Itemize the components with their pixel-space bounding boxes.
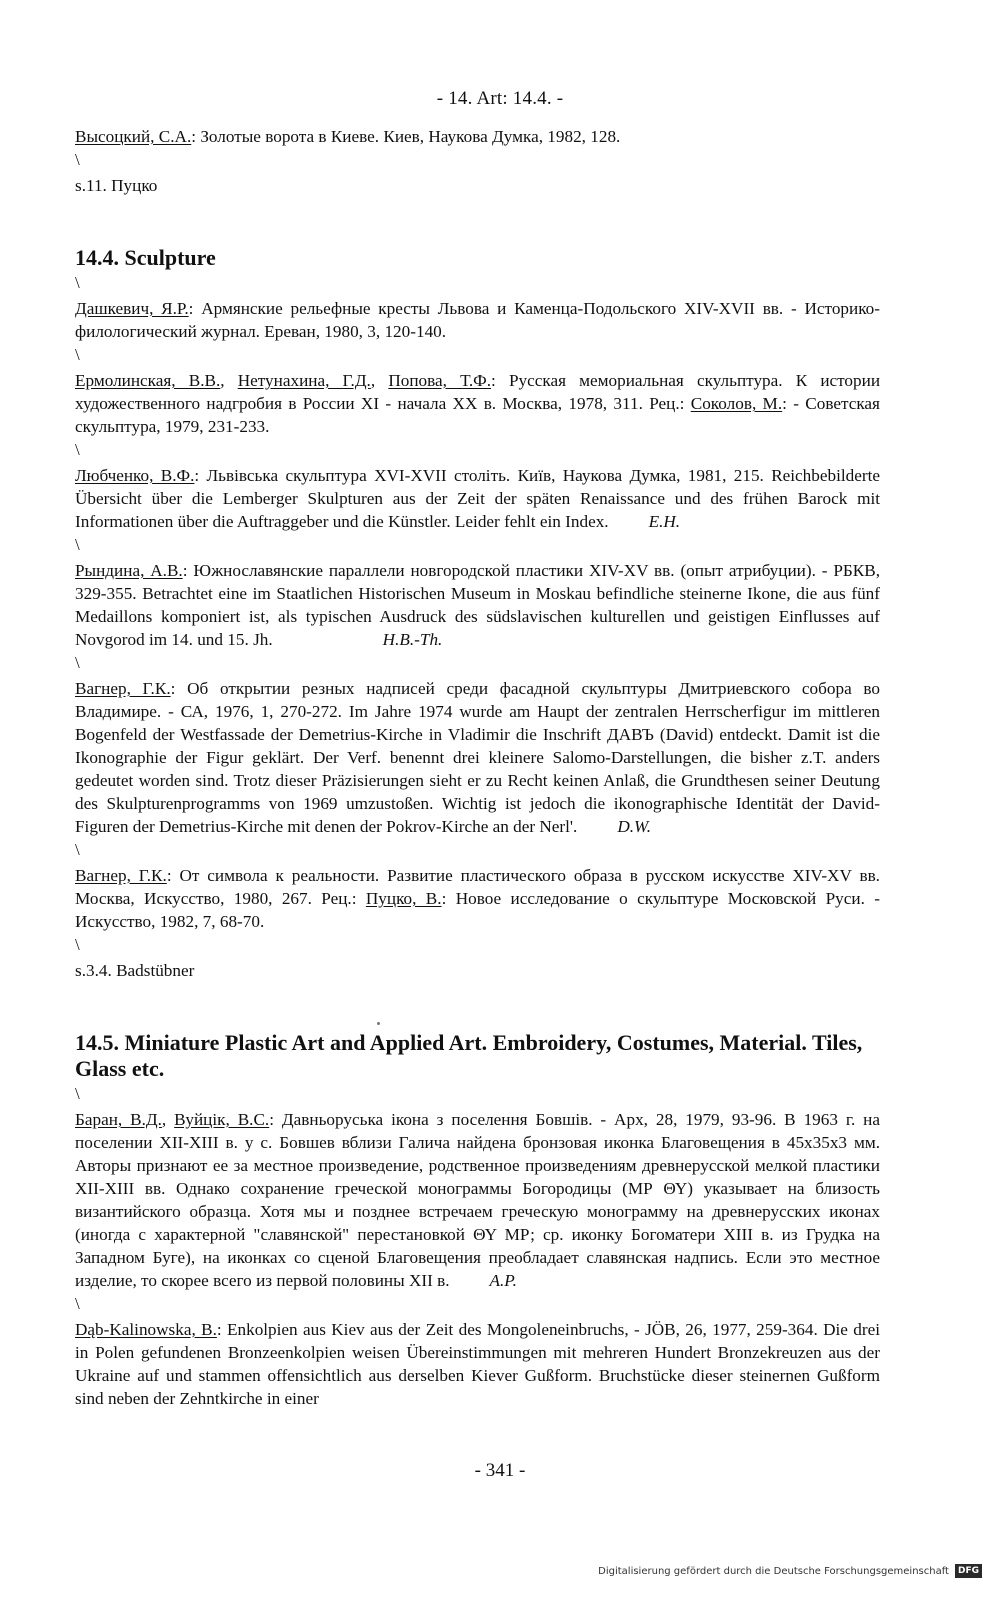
entry-text: : Об открытии резных надписей среди фасадной скульптуры Дмитриевского собора во Владимире. - СА, 1976, 1, 270-272. Im Jahre 1974 wurde am Haupt der zentralen Herrscherfigur im mittleren Bogenfeld der Westfassade der Demetrius-Kirche in Vladimir die Inschrift ДАВЪ (David) entdeckt. Damit ist die Ikonographie der Figur geklärt. Der Verf. benennt drei kleinere Salomo-Darstellungen, die bisher z.T. anders gedeutet worden sind. Trotz dieser Präzisierungen sieht er zu Recht keinen Anlaß, die Grundthesen seiner Deutung des Skulpturenprogramms von 1969 umzustoßen. Wichtig ist jedoch die ikonographische Identität der David-Figuren der Demetrius-Kirche mit denen der Pokrov-Kirche an der Nerl'. (75, 679, 881, 836)
entry-text: : Enkolpien aus Kiev aus der Zeit des Mongoleneinbruchs, - JÖB, 26, 1977, 259-364. Die drei in Polen gefundenen Bronzeenkolpien weisen Übereinstimmungen mit mehreren Hundert Bronzekreuzen aus der Ukraine auf und stammen offensichtlich aus derselben Kiever Gußform. Bruchstücke dieser steinernen Gußform sind neben der Zehntkirche in einer (75, 1320, 880, 1408)
section-heading-miniature-plastic-art: 14.5. Miniature Plastic Art and Applied Art. Embroidery, Costumes, Material. Tiles, Glass etc. (75, 1030, 863, 1081)
entry-author: Вагнер, Г.К. (75, 679, 171, 698)
entry-text: : Южнославянские параллели новгородской пластики XIV-XV вв. (опыт атрибуции). - РБКВ, 329-355. Betrachtet eine im Staatlichen Historischen Museum in Moskau befindliche steinerne Ikone, die aus fünf Medaillons komponiert ist, als typischen Ausdruck des südslavischen kulturellen und geistigen Einflusses auf Novgorod im 14. und 15. Jh. (75, 561, 881, 649)
page-number: - 341 - (474, 1460, 526, 1481)
entry-text: : Золотые ворота в Киеве. Киев, Наукова Думка, 1982, 128. (191, 127, 621, 146)
entry-separator: \ (75, 150, 80, 169)
bibliography-entry (75, 464, 880, 533)
entry-author: Баран, В.Д. (75, 1110, 162, 1129)
cross-reference: s.11. Пуцко (75, 176, 158, 195)
entry-author: Высоцкий, С.А. (75, 127, 192, 146)
entry-author: Ермолинская, В.В. (75, 371, 221, 390)
scan-speck (377, 1022, 380, 1025)
entry-author: Вуйцік, В.С. (174, 1110, 270, 1129)
author-separator: , (370, 371, 389, 390)
entry-text: : Русская мемориальная скульптура. К истории художественного надгробия в России XI - начала XX в. Москва, 1978, 311. Рец.: (75, 371, 881, 413)
bibliography-entry (75, 559, 880, 651)
review-text: : - Советская скульптура, 1979, 231-233. (75, 394, 880, 436)
entry-text: : Давньоруська ікона з поселення Бовшів. - Арх, 28, 1979, 93-96. В 1963 г. на поселении XII-XIII в. у с. Бовшев вблизи Галича найдена бронзовая иконка Благовещения в 45x35x3 мм. Авторы признают ее за местное произведение, родственное произведениям древнерусской мелкой пластики XII-XIII вв. Однако сохранение греческой монограммы Богородицы (МР ΘΥ) указывает на близость византийского образца. Хотя мы и позднее встречаем греческую монограмму на древнерусских иконах (иногда с характерной "славянской" перестановкой ΘΥ МР; ср. иконку Богоматери XIII в. из Грудка на Западном Буге), на иконках со сценой Благовещения преобладает славянская надпись. Если это местное изделие, то скорее всего из первой половины XII в. (75, 1110, 881, 1290)
entry-separator: \ (75, 440, 80, 459)
bibliography-entry (75, 1108, 880, 1292)
author-separator: , (161, 1110, 175, 1129)
section-heading-sculpture: 14.4. Sculpture (75, 245, 216, 270)
running-header: - 14. Art: 14.4. - (436, 88, 564, 109)
bibliography-entry (75, 125, 880, 148)
entry-text: : Львівська скульптура XVI-XVII століть. Київ, Наукова Думка, 1981, 215. Reichbebilderte Übersicht über die Lemberger Skulpturen aus der Zeit der späten Renaissance und des frühen Barock mit Informationen über die Auftraggeber und die Künstler. Leider fehlt ein Index. (75, 466, 880, 531)
bibliography-entry (75, 297, 880, 343)
entry-separator: \ (75, 345, 80, 364)
entry-author: Dąb-Kalinowska, B. (75, 1320, 217, 1339)
entry-separator: \ (75, 840, 80, 859)
reviewer-initials: E.H. (648, 512, 681, 531)
entry-author: Любченко, В.Ф. (75, 466, 195, 485)
dfg-logo-icon: DFG (955, 1564, 982, 1578)
bibliography-entry (75, 864, 880, 933)
page-content (75, 125, 880, 1410)
bibliography-entry (75, 677, 880, 838)
entry-separator: \ (75, 653, 80, 672)
entry-separator: \ (75, 535, 80, 554)
entry-author: Вагнер, Г.К. (75, 866, 167, 885)
review-author: Пуцко, В. (365, 889, 442, 908)
review-text: : Новое исследование о скульптуре Московской Руси. - Искусство, 1982, 7, 68-70. (75, 889, 880, 931)
entry-separator: \ (75, 273, 80, 292)
credit-text: Digitalisierung gefördert durch die Deutsche Forschungsgemeinschaft (598, 1565, 949, 1577)
bibliography-entry (75, 369, 880, 438)
digitization-credit (598, 1564, 982, 1578)
entry-author: Рындина, А.В. (75, 561, 183, 580)
reviewer-initials: A.P. (489, 1271, 517, 1290)
entry-author: Дашкевич, Я.Р. (75, 299, 189, 318)
entry-author: Попова, Т.Ф. (388, 371, 492, 390)
bibliography-entry (75, 1318, 880, 1410)
entry-separator: \ (75, 1294, 80, 1313)
entry-separator: \ (75, 1084, 80, 1103)
author-separator: , (220, 371, 238, 390)
entry-text: : Армянские рельефные кресты Львова и Каменца-Подольского XIV-XVII вв. - Историко-филологический журнал. Ереван, 1980, 3, 120-140. (75, 299, 881, 341)
entry-text: : От символа к реальности. Развитие пластического образа в русском искусстве XIV-XV вв. Москва, Искусство, 1980, 267. Рец.: (75, 866, 880, 908)
entry-author: Нетунахина, Г.Д. (237, 371, 371, 390)
entry-separator: \ (75, 935, 80, 954)
reviewer-initials: D.W. (617, 817, 652, 836)
reviewer-initials: H.B.-Th. (382, 630, 443, 649)
cross-reference: s.3.4. Badstübner (75, 961, 195, 980)
review-author: Соколов, М. (690, 394, 783, 413)
